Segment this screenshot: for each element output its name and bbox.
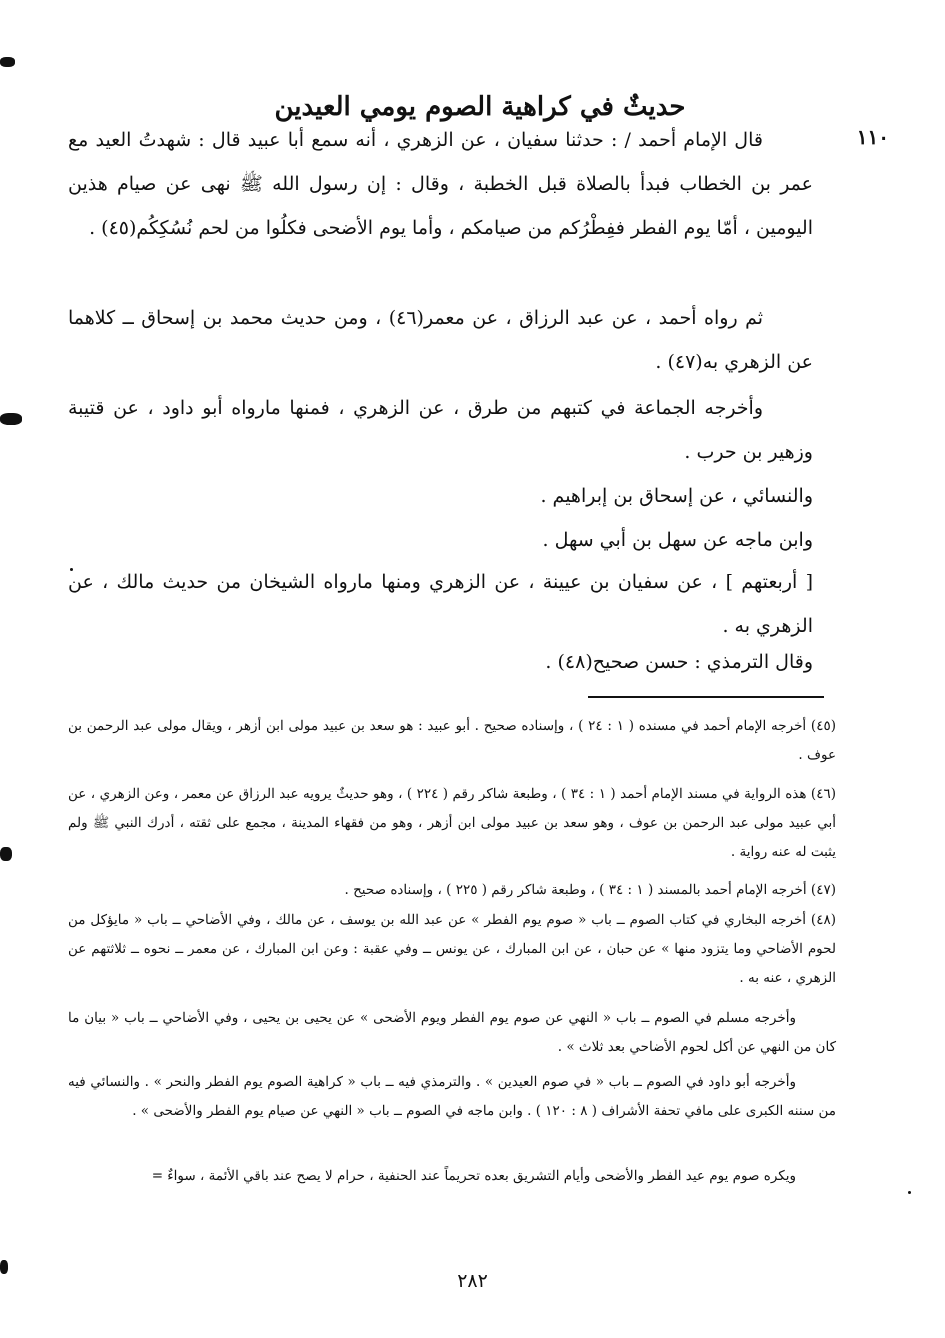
body-line-nasai: والنسائي ، عن إسحاق بن إبراهيم .: [540, 485, 813, 507]
footnote-48-muslim: وأخرجه مسلم في الصوم ــ باب « النهي عن صوم يوم الفطر ويوم الأضحى » عن يحيى بن يحيى ، وفي الأضاحي ــ باب « بيان ما كان من النهي عن أكل لحوم الأضاحي بعد ثلاث » .: [68, 1010, 836, 1055]
footnote-45: (٤٥) أخرجه الإمام أحمد في مسنده ( ١ : ٢٤ ) ، وإسناده صحيح . أبو عبيد : هو سعد بن عبيد مولى ابن أزهر ، ويقال مولى عبد الرحمن بن عوف .: [68, 718, 836, 763]
body-paragraph-narrations: ثم رواه أحمد ، عن عبد الرزاق ، عن معمر(٤٦) ، ومن حديث محمد بن إسحاق ــ كلاهما عن الزهري به(٤٧) .: [68, 307, 813, 373]
scan-speck: [908, 1191, 911, 1194]
hadith-number: ١١٠: [856, 125, 889, 149]
footnote-48-ruling: ويكره صوم يوم عيد الفطر والأضحى وأيام التشريق بعده تحريماً عند الحنفية ، حرام لا يصح عند باقي الأئمة ، سواءٌ =: [151, 1168, 796, 1184]
body-paragraph-all-four: [ أربعتهم ] ، عن سفيان بن عيينة ، عن الزهري ومنها مارواه الشيخان من حديث مالك ، عن الزهري به .: [68, 571, 813, 637]
footnote-47: (٤٧) أخرجه الإمام أحمد بالمسند ( ١ : ٣٤ ) ، وطبعة شاكر رقم ( ٢٢٥ ) ، وإسناده صحيح .: [344, 882, 836, 898]
footnote-separator: [588, 696, 824, 698]
footnote-46: (٤٦) هذه الرواية في مسند الإمام أحمد ( ١ : ٣٤ ) ، وطبعة شاكر رقم ( ٢٢٤ ) ، وهو حديثٌ يرويه عبد الرزاق عن معمر ، وعن الزهري ، عن أبي عبيد مولى عبد الرحمن بن عوف ، وهو سعد بن عبيد مولى ابن أزهر ، وهو من فقهاء المدينة ، مجمع على ثقته ، أدرك النبي ﷺ ولم يثبت له عنه رواية .: [68, 786, 836, 860]
footnote-48-sunan: وأخرجه أبو داود في الصوم ــ باب « في صوم العيدين » . والترمذي فيه ــ باب « كراهية الصوم يوم الفطر والنحر » . والنسائي فيه من سننه الكبرى على مافي تحفة الأشراف ( ٨ : ١٢٠ ) . وابن ماجه في الصوم ــ باب « النهي عن صيام يوم الفطر والأضحى » .: [68, 1074, 836, 1119]
page-title: حديثٌ في كراهية الصوم يومي العيدين: [274, 92, 686, 123]
scan-edge-mark: [0, 57, 15, 67]
page-number: ٢٨٢: [457, 1270, 488, 1292]
body-line-ibn-majah: وابن ماجه عن سهل بن أبي سهل .: [542, 529, 813, 551]
footnote-48: (٤٨) أخرجه البخاري في كتاب الصوم ــ باب « صوم يوم الفطر » عن عبد الله بن يوسف ، عن مالك ، وفي الأضاحي ــ باب « مايؤكل من لحوم الأضاحي وما يتزود منها » عن حبان ، عن ابن المبارك ، عن يونس ــ وفي عقبة : وعن ابن المبارك ، عن معمر ــ نحوه ــ ثلاثتهم عن الزهري ، عنه به .: [68, 912, 836, 986]
body-paragraph-collections: وأخرجه الجماعة في كتبهم من طرق ، عن الزهري ، فمنها مارواه أبو داود ، عن قتيبة وزهير بن حرب .: [68, 397, 813, 463]
scan-edge-mark: [0, 413, 22, 425]
body-line-tirmidhi: وقال الترمذي : حسن صحيح(٤٨) .: [545, 651, 813, 673]
body-paragraph-hadith: قال الإمام أحمد / : حدثنا سفيان ، عن الزهري ، أنه سمع أبا عبيد قال : شهدتُ العيد مع عمر بن الخطاب فبدأ بالصلاة قبل الخطبة ، وقال : إن رسول الله ﷺ نهى عن صيام هذين اليومين ، أمّا يوم الفطر ففِطْرُكم من صيامكم ، وأما يوم الأضحى فكلُوا من لحم نُسُكِكُم(٤٥) .: [68, 129, 813, 239]
scan-edge-mark: [0, 847, 12, 861]
